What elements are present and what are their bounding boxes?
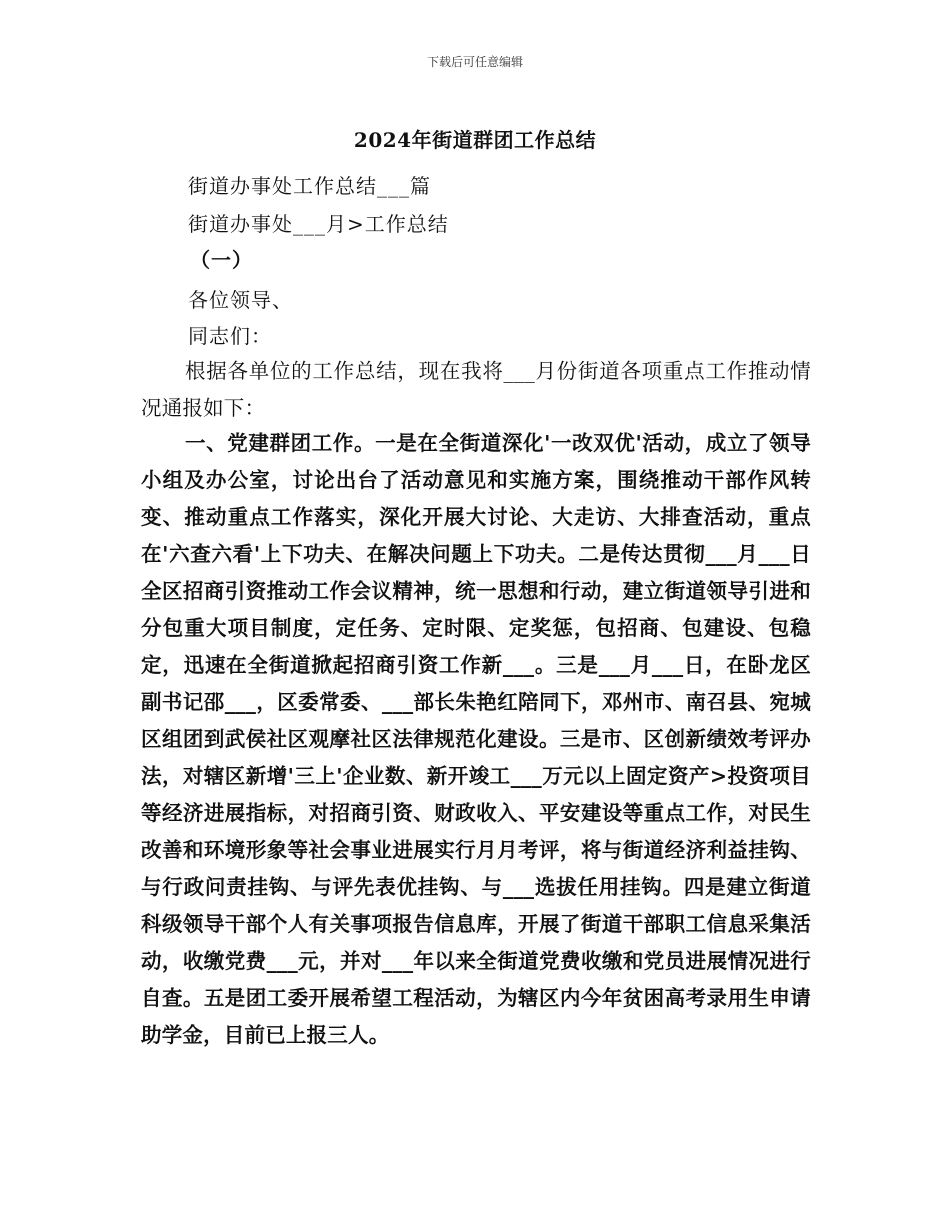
salutation-line-1: 各位领导、 [188,288,293,312]
document-title: 2024年街道群团工作总结 [353,128,597,152]
section-number: （一） [190,248,253,272]
page-header-note: 下载后可任意编辑 [426,55,523,69]
salutation-line-2: 同志们： [188,324,272,348]
section-1-paragraph: 一、党建群团工作。一是在全街道深化'一改双优'活动，成立了领导小组及办公室，讨论出台了活动意见和实施方案，围绕推动干部作风转变、推动重点工作落实，深化开展大讨论、大走访、大排查活动，重点在'六查六看'上下功夫、在解决问题上下功夫。二是传达贯彻___月___日全区招商引资推动工作会议精神，统一思想和行动，建立街道领导引进和分包重大项目制度，定任务、定时限、定奖惩，包招商、包建设、包稳定，迅速在全街道掀起招商引资工作新___。三是___月___日，在卧龙区副书记邵___，区委常委、___部长朱艳红陪同下，邓州市、南召县、宛城区组团到武侯社区观摩社区法律规范化建设。三是市、区创新绩效考评办法，对辖区新增'三上'企业数、新开竣工___万元以上固定资产>投资项目等经济进展指标，对招商引资、财政收入、平安建设等重点工作，对民生改善和环境形象等社会事业进展实行月月考评，将与街道经济利益挂钩、与行政问责挂钩、与评先表优挂钩、与___选拔任用挂钩。四是建立街道科级领导干部个人有关事项报告信息库，开展了街道干部职工信息采集活动，收缴党费___元，并对___年以来全街道党费收缴和党员进展情况进行自查。五是团工委开展希望工程活动，为辖区内今年贫困高考录用生申请助学金，目前已上报三人。 [141,431,811,1047]
intro-paragraph: 根据各单位的工作总结，现在我将___月份街道各项重点工作推动情况通报如下： [141,359,811,420]
subtitle-line-1: 街道办事处工作总结___篇 [188,174,431,198]
subtitle-line-2: 街道办事处___月>工作总结 [188,212,449,236]
